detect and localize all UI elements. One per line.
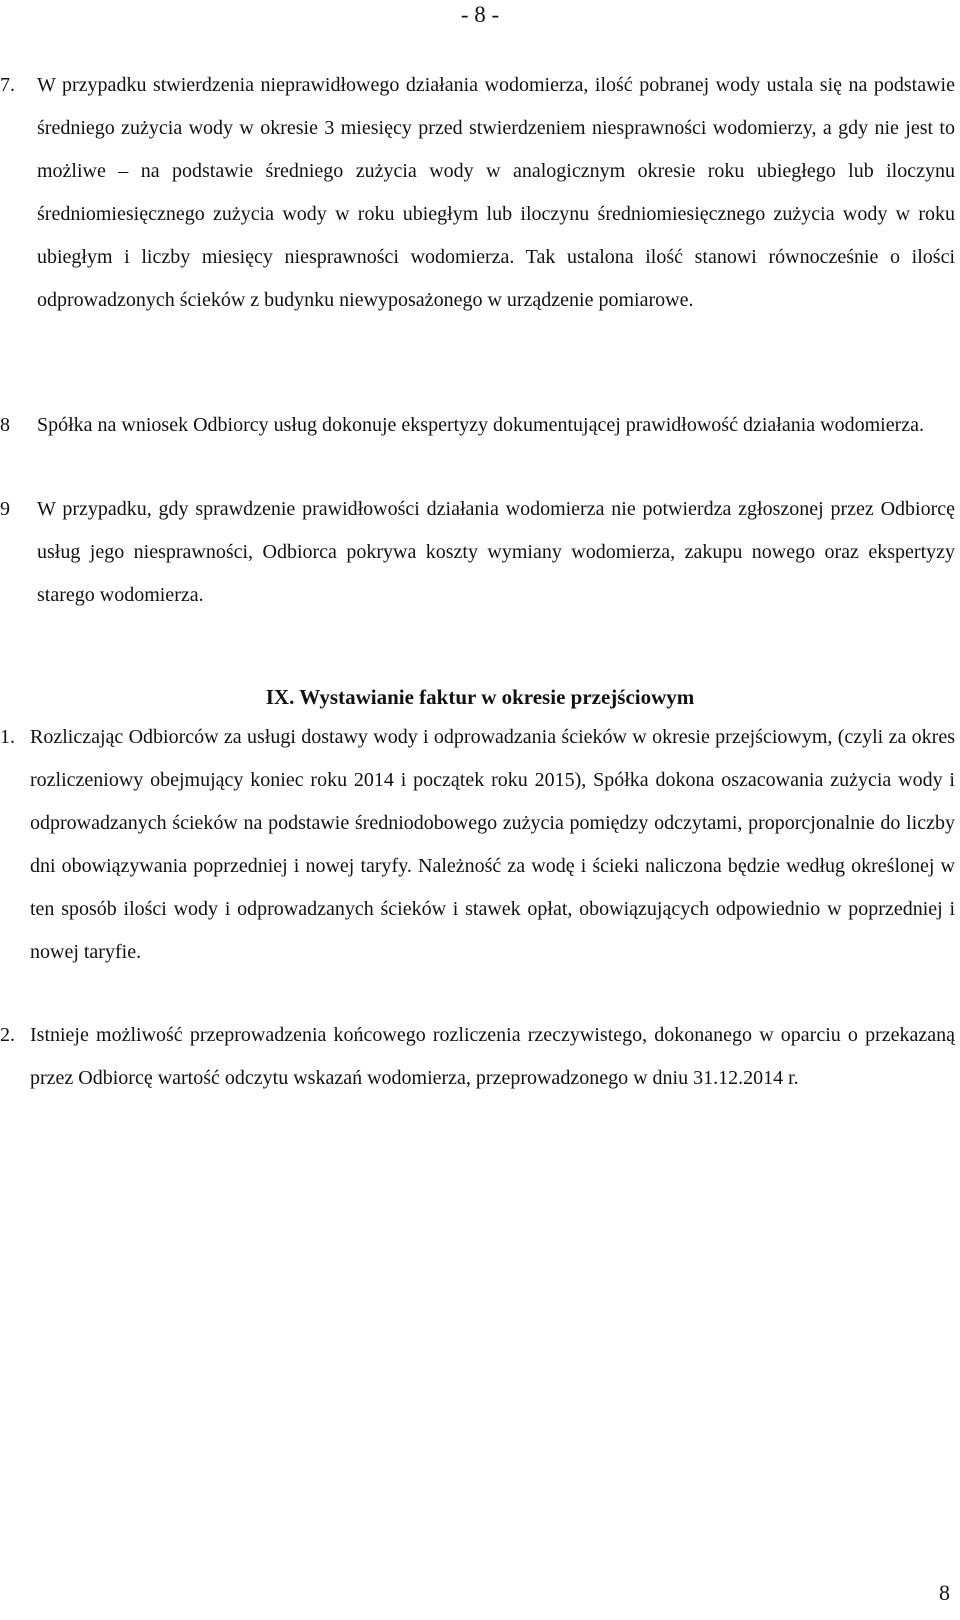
- item-text: Spółka na wniosek Odbiorcy usług dokonuje ekspertyzy dokumentującej prawidłowość działania wodomierza.: [37, 414, 924, 436]
- page-header-number: - 8 -: [460, 2, 500, 27]
- footer-page-number: 8: [939, 1580, 950, 1605]
- item-number: 9: [0, 498, 10, 520]
- item-number: 8: [0, 414, 10, 436]
- item-text: W przypadku, gdy sprawdzenie prawidłowości działania wodomierza nie potwierdza zgłoszonej przez Odbiorcę usług jego niesprawności, Odbiorca pokrywa koszty wymiany wodomierza, zakupu nowego oraz ekspertyzy starego wodomierza.: [37, 498, 955, 606]
- section-heading: IX. Wystawianie faktur w okresie przejściowym: [265, 685, 695, 709]
- item-text: Rozliczając Odbiorców za usługi dostawy wody i odprowadzania ścieków w okresie przejściowym, (czyli za okres rozliczeniowy obejmujący koniec roku 2014 i początek roku 2015), Spółka dokona oszacowania zużycia wody i odprowadzanych ścieków na podstawie średniodobowego zużycia pomiędzy odczytami, proporcjonalnie do liczby dni obowiązywania poprzedniej i nowej taryfy. Należność za wodę i ścieki naliczona będzie według określonej w ten sposób ilości wody i odprowadzanych ścieków i stawek opłat, obowiązujących odpowiednio w poprzedniej i nowej taryfie.: [30, 726, 955, 963]
- item-text: Istnieje możliwość przeprowadzenia końcowego rozliczenia rzeczywistego, dokonanego w oparciu o przekazaną przez Odbiorcę wartość odczytu wskazań wodomierza, przeprowadzonego w dniu 31.12.2014 r.: [30, 1024, 955, 1089]
- item-number: 1.: [0, 726, 15, 748]
- item-text: W przypadku stwierdzenia nieprawidłowego działania wodomierza, ilość pobranej wody ustala się na podstawie średniego zużycia wody w okresie 3 miesięcy przed stwierdzeniem niesprawności wodomierzy, a gdy nie jest to możliwe – na podstawie średniego zużycia wody w analogicznym okresie roku ubiegłego lub iloczynu średniomiesięcznego zużycia wody w roku ubiegłym lub iloczynu średniomiesięcznego zużycia wody w roku ubiegłym i liczby miesięcy niesprawności wodomierza. Tak ustalona ilość stanowi równocześnie o ilości odprowadzonych ścieków z budynku niewyposażonego w urządzenie pomiarowe.: [37, 74, 955, 311]
- item-number: 2.: [0, 1024, 15, 1046]
- item-number: 7.: [0, 74, 15, 96]
